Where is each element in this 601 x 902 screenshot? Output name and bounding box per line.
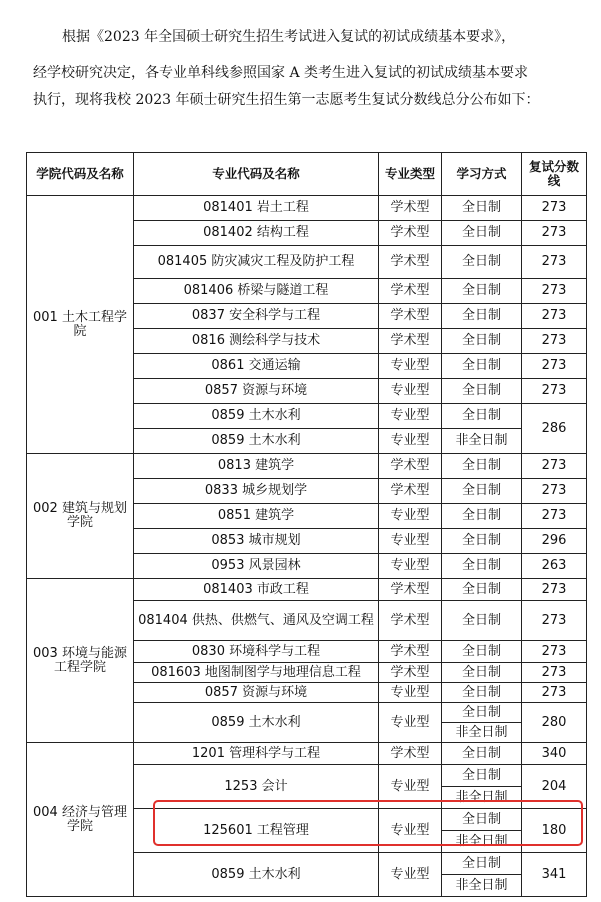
major-type: 学术型 bbox=[379, 329, 442, 354]
study-mode: 全日制 bbox=[442, 554, 522, 579]
study-mode: 全日制 bbox=[442, 404, 522, 429]
score: 341 bbox=[522, 853, 587, 897]
major-type: 专业型 bbox=[379, 404, 442, 429]
major-type: 学术型 bbox=[379, 246, 442, 279]
major-name: 0813 建筑学 bbox=[134, 454, 379, 479]
study-mode: 全日制 bbox=[442, 663, 522, 683]
intro-line-3: 执行，现将我校 2023 年硕士研究生招生第一志愿考生复试分数线总分公布如下： bbox=[33, 92, 540, 108]
score: 273 bbox=[522, 601, 587, 641]
major-type: 专业型 bbox=[379, 379, 442, 404]
table-row bbox=[27, 743, 587, 765]
major-name: 0859 土木水利 bbox=[134, 703, 379, 743]
table-row bbox=[27, 196, 587, 221]
study-mode: 全日制 bbox=[442, 329, 522, 354]
major-type: 学术型 bbox=[379, 221, 442, 246]
study-mode: 全日制 bbox=[442, 246, 522, 279]
study-mode: 全日制 bbox=[442, 354, 522, 379]
score: 296 bbox=[522, 529, 587, 554]
major-type: 学术型 bbox=[379, 579, 442, 601]
major-name: 081603 地图制图学与地理信息工程 bbox=[134, 663, 379, 683]
major-name: 0859 土木水利 bbox=[134, 429, 379, 454]
study-mode: 全日制 bbox=[442, 196, 522, 221]
score: 273 bbox=[522, 379, 587, 404]
table-header-row bbox=[27, 153, 587, 196]
study-mode: 全日制 bbox=[442, 743, 522, 765]
major-type: 学术型 bbox=[379, 663, 442, 683]
major-name: 081406 桥梁与隧道工程 bbox=[134, 279, 379, 304]
header-major: 专业代码及名称 bbox=[134, 153, 379, 196]
college-name: 003 环境与能源工程学院 bbox=[27, 579, 134, 743]
major-name: 0859 土木水利 bbox=[134, 404, 379, 429]
study-mode: 全日制 bbox=[442, 454, 522, 479]
study-mode: 全日制 bbox=[442, 641, 522, 663]
score: 273 bbox=[522, 663, 587, 683]
major-name: 081404 供热、供燃气、通风及空调工程 bbox=[134, 601, 379, 641]
major-name: 0859 土木水利 bbox=[134, 853, 379, 897]
major-type: 专业型 bbox=[379, 809, 442, 853]
major-type: 专业型 bbox=[379, 765, 442, 809]
study-mode: 全日制 bbox=[442, 703, 522, 723]
score: 340 bbox=[522, 743, 587, 765]
major-type: 学术型 bbox=[379, 304, 442, 329]
major-type: 学术型 bbox=[379, 479, 442, 504]
college-name: 004 经济与管理学院 bbox=[27, 743, 134, 897]
score: 273 bbox=[522, 279, 587, 304]
study-mode: 非全日制 bbox=[442, 723, 522, 743]
major-name: 1201 管理科学与工程 bbox=[134, 743, 379, 765]
study-mode: 全日制 bbox=[442, 601, 522, 641]
major-name: 0953 风景园林 bbox=[134, 554, 379, 579]
study-mode: 全日制 bbox=[442, 683, 522, 703]
major-name: 0857 资源与环境 bbox=[134, 379, 379, 404]
major-type: 专业型 bbox=[379, 504, 442, 529]
score-table bbox=[26, 152, 587, 897]
score: 273 bbox=[522, 304, 587, 329]
major-name: 081402 结构工程 bbox=[134, 221, 379, 246]
study-mode: 全日制 bbox=[442, 504, 522, 529]
score: 273 bbox=[522, 504, 587, 529]
major-name: 0837 安全科学与工程 bbox=[134, 304, 379, 329]
score: 273 bbox=[522, 221, 587, 246]
study-mode: 全日制 bbox=[442, 479, 522, 504]
score: 180 bbox=[522, 809, 587, 853]
table-row bbox=[27, 454, 587, 479]
study-mode: 全日制 bbox=[442, 379, 522, 404]
score: 273 bbox=[522, 354, 587, 379]
score: 273 bbox=[522, 246, 587, 279]
study-mode: 全日制 bbox=[442, 304, 522, 329]
study-mode: 全日制 bbox=[442, 579, 522, 601]
score: 263 bbox=[522, 554, 587, 579]
major-name: 081403 市政工程 bbox=[134, 579, 379, 601]
major-name: 0853 城市规划 bbox=[134, 529, 379, 554]
score: 273 bbox=[522, 329, 587, 354]
table-body bbox=[27, 196, 587, 897]
major-name: 081405 防灾减灾工程及防护工程 bbox=[134, 246, 379, 279]
major-name: 0861 交通运输 bbox=[134, 354, 379, 379]
major-type: 专业型 bbox=[379, 354, 442, 379]
major-type: 学术型 bbox=[379, 196, 442, 221]
study-mode: 全日制 bbox=[442, 809, 522, 831]
major-name: 0851 建筑学 bbox=[134, 504, 379, 529]
major-type: 学术型 bbox=[379, 279, 442, 304]
intro-text bbox=[0, 0, 601, 150]
score: 280 bbox=[522, 703, 587, 743]
score: 273 bbox=[522, 454, 587, 479]
score: 286 bbox=[522, 404, 587, 454]
study-mode: 全日制 bbox=[442, 853, 522, 875]
header-mode: 学习方式 bbox=[442, 153, 522, 196]
major-name: 0857 资源与环境 bbox=[134, 683, 379, 703]
study-mode: 非全日制 bbox=[442, 875, 522, 897]
study-mode: 全日制 bbox=[442, 765, 522, 787]
score: 204 bbox=[522, 765, 587, 809]
major-type: 学术型 bbox=[379, 601, 442, 641]
major-name: 0833 城乡规划学 bbox=[134, 479, 379, 504]
major-name: 0816 测绘科学与技术 bbox=[134, 329, 379, 354]
study-mode: 全日制 bbox=[442, 221, 522, 246]
major-type: 学术型 bbox=[379, 743, 442, 765]
study-mode: 全日制 bbox=[442, 279, 522, 304]
major-name: 081401 岩土工程 bbox=[134, 196, 379, 221]
score: 273 bbox=[522, 641, 587, 663]
major-name: 1253 会计 bbox=[134, 765, 379, 809]
major-type: 学术型 bbox=[379, 641, 442, 663]
header-type: 专业类型 bbox=[379, 153, 442, 196]
header-college: 学院代码及名称 bbox=[27, 153, 134, 196]
table-row bbox=[27, 579, 587, 601]
major-type: 专业型 bbox=[379, 529, 442, 554]
major-name: 0830 环境科学与工程 bbox=[134, 641, 379, 663]
score: 273 bbox=[522, 196, 587, 221]
study-mode: 全日制 bbox=[442, 529, 522, 554]
major-type: 专业型 bbox=[379, 703, 442, 743]
major-type: 专业型 bbox=[379, 554, 442, 579]
major-type: 专业型 bbox=[379, 853, 442, 897]
college-name: 002 建筑与规划学院 bbox=[27, 454, 134, 579]
score: 273 bbox=[522, 579, 587, 601]
intro-line-1: 根据《2023 年全国硕士研究生招生考试进入复试的初试成绩基本要求》， bbox=[62, 29, 516, 45]
major-type: 专业型 bbox=[379, 683, 442, 703]
major-type: 学术型 bbox=[379, 454, 442, 479]
header-score: 复试分数线 bbox=[522, 153, 587, 196]
score: 273 bbox=[522, 479, 587, 504]
intro-line-2: 经学校研究决定，各专业单科线参照国家 A 类考生进入复试的初试成绩基本要求 bbox=[33, 65, 529, 81]
study-mode: 非全日制 bbox=[442, 787, 522, 809]
score: 273 bbox=[522, 683, 587, 703]
major-type: 专业型 bbox=[379, 429, 442, 454]
study-mode: 非全日制 bbox=[442, 831, 522, 853]
major-name: 125601 工程管理 bbox=[134, 809, 379, 853]
college-name: 001 土木工程学院 bbox=[27, 196, 134, 454]
study-mode: 非全日制 bbox=[442, 429, 522, 454]
